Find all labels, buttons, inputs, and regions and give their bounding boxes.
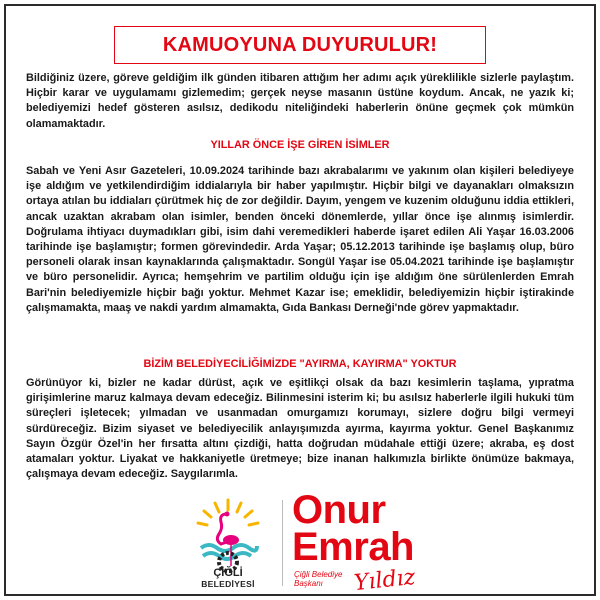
section-paragraph-1: Sabah ve Yeni Asır Gazeteleri, 10.09.2024 tarihinde bazı akrabalarımı ve yakınım olan kişileri belediyeye işe aldığım ve yetkilendirdiğim iddialarıyla bir haber yapılmıştır. Hiçbir bilgi ve dayanakları olmaksızın ortaya atılan bu iddiaları çürütmek hiç de zor değildir. Dayım, yengem ve kuzenim olduğunu iddia ettikleri, ancak uzaktan akrabam olan isimler, benden önceki dönemlerde, yıllar önce işe alınmış isimlerdir. Doğrulama ihtiyacı duymadıkları gibi, isim dahi veremedikleri haberde işaret edilen Ali Yaşar 16.03.2006 tarihinde işe başlamıştır; formen görevindedir. Arda Yaşar; 05.12.2013 tarihinde işe başlamış olup, büro personeli olarak insan kaynaklarında çalışmaktadır. Songül Yaşar ise 05.04.2021 tarihinde işe başlamıştır ve büro personelidir. Ayrıca; hemşehrim ve partilim olduğu için işe aldığım öne sürülenlerden Emrah Bari'nin belediyemizle hiçbir bağı yoktur. Mehmet Kazar ise; emeklidir, belediyemizin hiçbir iştirakinde çalışmamakta, maaş ve nakdi yardım almamakta, Gıda Bankası Derneği'nde görev yapmaktadır. xyxy=(26,165,574,314)
municipality-name-line-2: BELEDİYESİ xyxy=(201,579,255,589)
municipality-name xyxy=(188,568,268,590)
municipality-name-line-1: ÇİĞLİ xyxy=(213,567,243,579)
footer xyxy=(0,488,600,600)
title-box xyxy=(114,26,486,64)
municipality-logo-icon xyxy=(193,496,263,576)
mayor-first-name: Onur xyxy=(292,488,386,532)
intro-paragraph: Bildiğiniz üzere, göreve geldiğim ilk günden itibaren attığım her adımı açık yüreklilikle sizlerle paylaştım. Hiçbir karar ve uygulamamı gizlemedim; gerçek neyse masanın üstüne koydum. Ancak, ne yazık ki; belediyemizi hedef gösteren asılsız, dedikodu niteliğindeki haberlerin önüne geçmek çok mümkün olamamaktadır. xyxy=(26,72,574,130)
mayor-title-line-1: Çiğli Belediye xyxy=(294,570,343,579)
mayor-title-line-2: Başkanı xyxy=(294,579,323,588)
section-heading-1: YILLAR ÖNCE İŞE GİREN İSİMLER xyxy=(210,139,390,151)
footer-divider xyxy=(282,500,283,586)
mayor-last-name: Emrah xyxy=(292,525,414,569)
section-paragraph-2: Görünüyor ki, bizler ne kadar dürüst, açık ve eşitlikçi olsak da bazı kesimlerin taşlama, yıpratma girişimlerine maruz kalmaya devam edeceğiz. Bilinmesini isterim ki; bu asılsız haberlerle ilgili hukuki tüm süreçleri işletecek; yılmadan ve usanmadan omurgamızı korumayı, sizlere doğru bilgi vermeyi sürdüreceğiz. Bizim siyaset ve belediyecilik anlayışımızda ayırma, kayırma yoktur. Genel Başkanımız Sayın Özgür Özel'in her fırsatta altını çizdiği, hatta doğrudan müdahale ettiği üzere; akraba, eş dost atamaları yoktur. Liyakat ve hakkaniyetle üretmeye; bize inanan halkımızla birlikte önümüze bakmaya, çalışmaya devam edeceğiz. Saygılarımla. xyxy=(26,377,574,481)
section-heading-2: BİZİM BELEDİYECİLİĞİMİZDE "AYIRMA, KAYIRMA" YOKTUR xyxy=(143,358,457,370)
page-title: KAMUOYUNA DUYURULUR! xyxy=(162,33,438,56)
mayor-signature: Yıldız xyxy=(352,564,417,597)
